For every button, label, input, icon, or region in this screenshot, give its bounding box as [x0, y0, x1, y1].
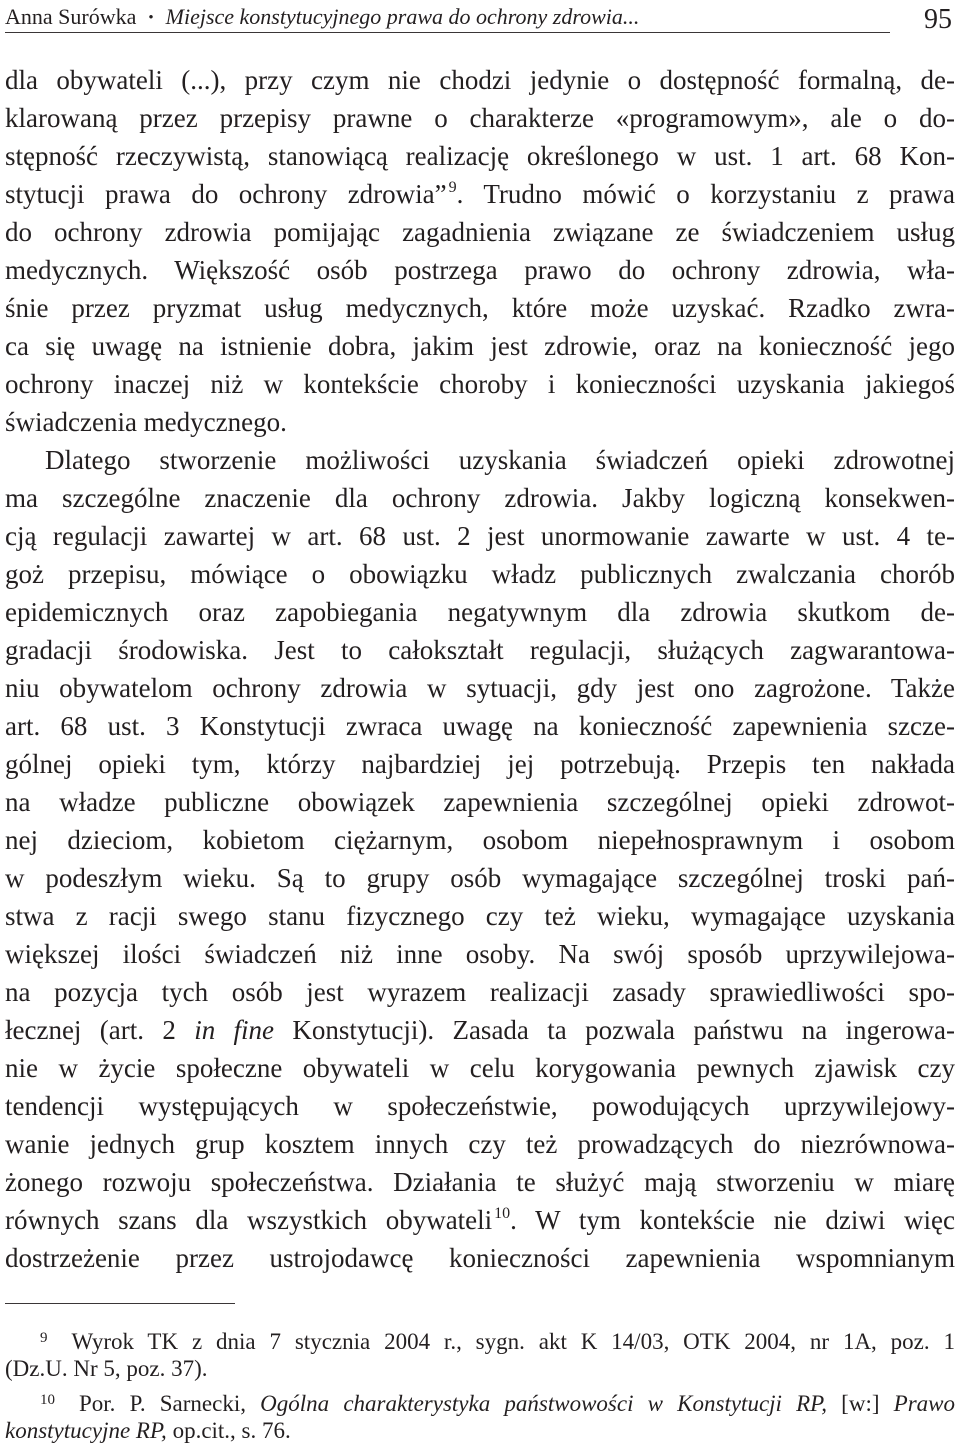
body-line: w podeszłym wieku. Są to grupy osób wymagające szczególnej troski pań-: [5, 863, 955, 893]
footnote-text: op.cit., s. 76.: [166, 1418, 291, 1443]
body-line: [5, 1011, 955, 1049]
line-text: stytucji prawa do ochrony zdrowia”: [5, 179, 447, 209]
body-line: świadczenia medycznego.: [5, 407, 287, 437]
footnote-italic-title: Ogólna charakterystyka państwowości w Konstytucji RP,: [260, 1391, 827, 1416]
footnote-line: (Dz.U. Nr 5, poz. 37).: [5, 1356, 208, 1381]
footnote-text: Wyrok TK z dnia 7 stycznia 2004 r., sygn. akt K 14/03, OTK 2004, nr 1A, poz. 1: [71, 1329, 955, 1354]
body-line: Dlatego stworzenie możliwości uzyskania świadczeń opieki zdrowotnej: [45, 445, 955, 475]
body-line: żonego rozwoju społeczeństwa. Działania te służyć mają stworzeniu w miarę: [5, 1167, 955, 1197]
body-line: medycznych. Większość osób postrzega prawo do ochrony zdrowia, wła-: [5, 255, 955, 285]
footnotes: [5, 1328, 955, 1444]
line-text: Konstytucji). Zasada ta pozwala państwu na ingerowa-: [274, 1015, 955, 1045]
footnote-italic-source: Prawo: [893, 1391, 955, 1416]
body-line: art. 68 ust. 3 Konstytucji zwraca uwagę na konieczność zapewnienia szcze-: [5, 711, 955, 741]
line-text: . Trudno mówić o korzystaniu z prawa: [456, 179, 955, 209]
body-line: stępność rzeczywistą, stanowiącą realizację określonego w ust. 1 art. 68 Kon-: [5, 141, 955, 171]
body-line: ma szczególne znaczenie dla ochrony zdrowia. Jakby logiczną konsekwen-: [5, 483, 955, 513]
running-header: [5, 2, 890, 33]
paragraph: [5, 61, 955, 441]
body-line: dostrzeżenie przez ustrojodawcę konieczności zapewnienia wspomnianym: [5, 1243, 955, 1273]
line-text: łecznej (art. 2: [5, 1015, 195, 1045]
page-number: 95: [924, 4, 952, 35]
footnote-reference: 9: [448, 179, 457, 196]
body-line: cją regulacji zawartej w art. 68 ust. 2 jest unormowanie zawarte w ust. 4 te-: [5, 521, 955, 551]
footnote-9: [5, 1328, 955, 1382]
body-line: goż przepisu, mówiące o obowiązku władz publicznych zwalczania chorób: [5, 559, 955, 589]
body-line: klarowaną przez przepisy prawne o charakterze «programowym», ale o do-: [5, 103, 955, 133]
body-line: gólnej opieki tym, którzy najbardziej jej potrzebują. Przepis ten nakłada: [5, 749, 955, 779]
paragraph: [5, 441, 955, 1277]
body-line: gradacji środowiska. Jest to całokształt regulacji, służących zagwarantowa-: [5, 635, 955, 665]
header-running-title: Miejsce konstytucyjnego prawa do ochrony zdrowia...: [165, 4, 640, 29]
footnote-divider: [5, 1303, 235, 1304]
body-line: niu obywatelom ochrony zdrowia w sytuacji, gdy jest ono zagrożone. Także: [5, 673, 955, 703]
body-line: epidemicznych oraz zapobiegania negatywnym dla zdrowia skutkom de-: [5, 597, 955, 627]
body-line: nie w życie społeczne obywateli w celu korygowania pewnych zjawisk czy: [5, 1053, 955, 1083]
footnote-line: [5, 1390, 955, 1417]
body-line: ca się uwagę na istnienie dobra, jakim jest zdrowie, oraz na konieczność jego: [5, 331, 955, 361]
body-line: ochrony inaczej niż w kontekście choroby i konieczności uzyskania jakiegoś: [5, 369, 955, 399]
footnote-text: Por. P. Sarnecki,: [79, 1391, 261, 1416]
footnote-number: 9: [40, 1330, 48, 1346]
footnote-reference: 10: [494, 1205, 511, 1222]
body-line: [5, 175, 955, 213]
body-line: dla obywateli (...), przy czym nie chodzi jedynie o dostępność formalną, de-: [5, 65, 955, 95]
footnote-10: [5, 1390, 955, 1444]
body-line: stwa z racji swego stanu fizycznego czy też wieku, wymagające uzyskania: [5, 901, 955, 931]
body-line: nej dzieciom, kobietom ciężarnym, osobom niepełnosprawnym i osobom: [5, 825, 955, 855]
body-line: wanie jednych grup kosztem innych czy też prowadzących do niezrównowa-: [5, 1129, 955, 1159]
line-text: równych szans dla wszystkich obywateli: [5, 1205, 493, 1235]
body-line: na pozycja tych osób jest wyrazem realizacji zasady sprawiedliwości spo-: [5, 977, 955, 1007]
footnote-italic-source: konstytucyjne RP,: [5, 1418, 167, 1443]
footnote-number: 10: [40, 1392, 55, 1408]
bullet-separator-icon: •: [148, 10, 154, 26]
header-author: Anna Surówka: [5, 4, 137, 29]
body-line: większej ilości świadczeń niż inne osoby. Na swój sposób uprzywilejowa-: [5, 939, 955, 969]
footnote-text: [w:]: [827, 1391, 894, 1416]
italic-phrase: in fine: [194, 1015, 275, 1045]
body-line: śnie przez pryzmat usług medycznych, które może uzyskać. Rzadko zwra-: [5, 293, 955, 323]
footnote-line: [5, 1417, 955, 1444]
body-line: [5, 1201, 955, 1239]
line-text: . W tym kontekście nie dziwi więc: [510, 1205, 955, 1235]
body-line: do ochrony zdrowia pomijając zagadnienia związane ze świadczeniem usług: [5, 217, 955, 247]
body-line: na władze publiczne obowiązek zapewnienia szczególnej opieki zdrowot-: [5, 787, 955, 817]
footnote-line: [5, 1328, 955, 1355]
body-line: tendencji występujących w społeczeństwie, powodujących uprzywilejowy-: [5, 1091, 955, 1121]
body-text: [5, 61, 955, 1277]
